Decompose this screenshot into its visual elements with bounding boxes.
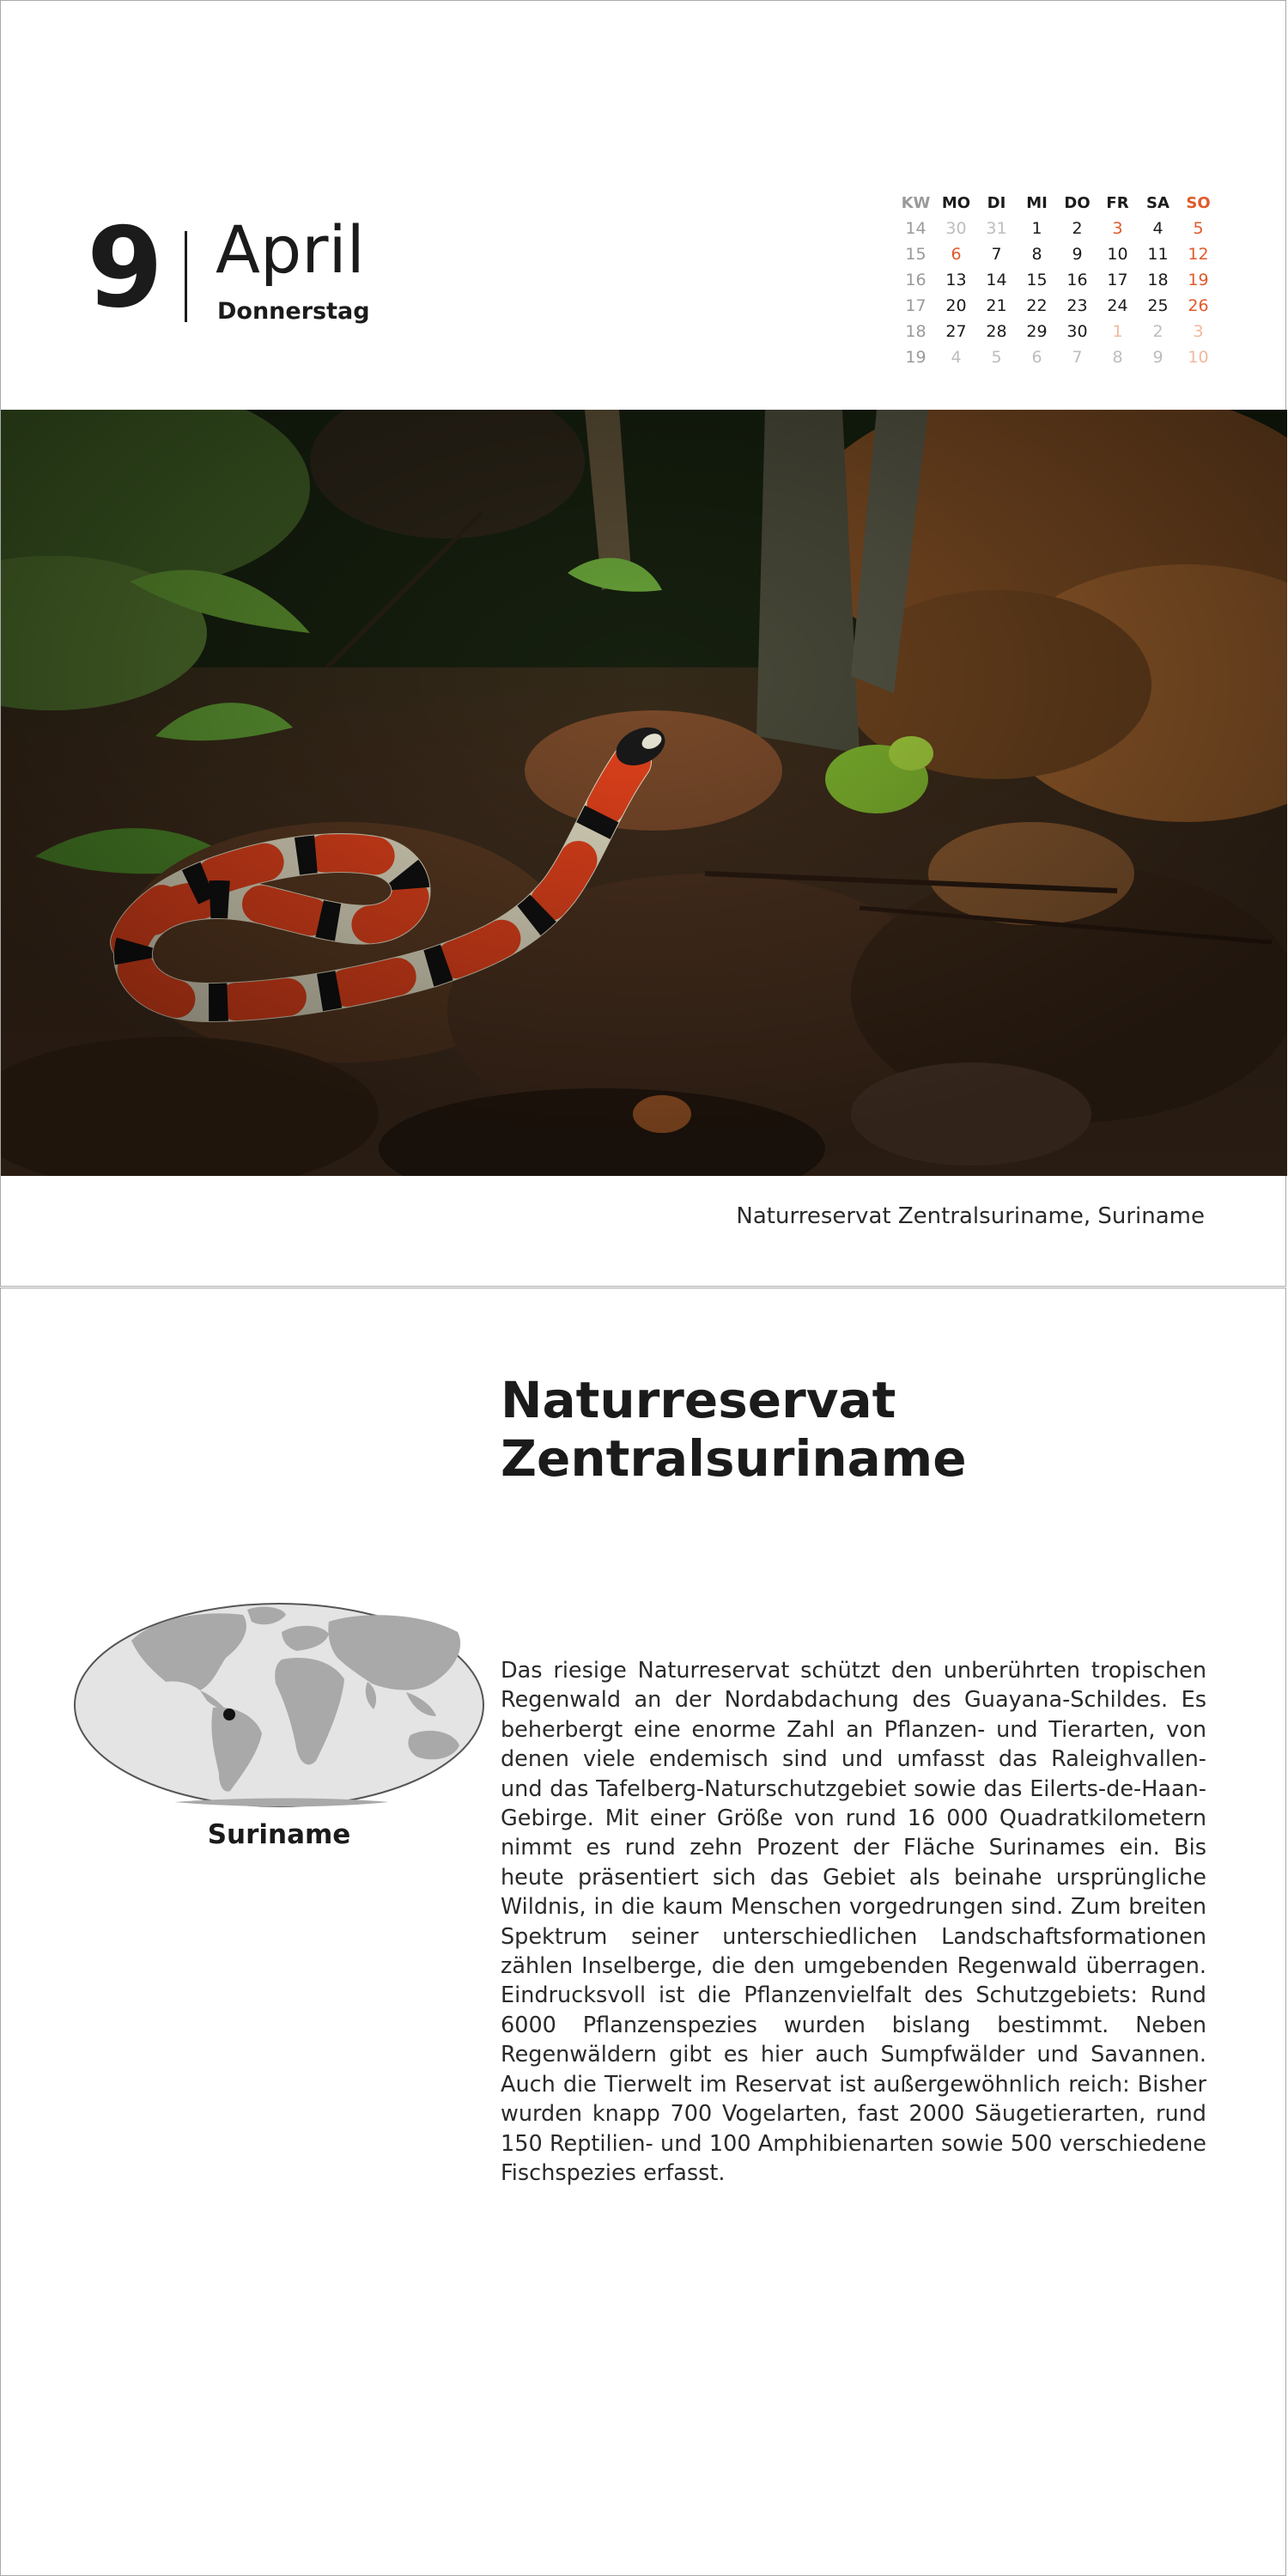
calendar-header-do: DO: [1064, 193, 1091, 212]
world-map-graphic: [71, 1598, 487, 1812]
world-locator-map: [71, 1598, 487, 1812]
calendar-header-di: DI: [987, 193, 1006, 212]
calendar-day-holiday: 3: [1112, 219, 1123, 238]
calendar-day: 4: [1152, 219, 1163, 238]
calendar-header-sa: SA: [1146, 193, 1170, 212]
calendar-day: 7: [991, 245, 1002, 264]
calendar-day: 15: [1026, 271, 1048, 289]
calendar-header-mo: MO: [941, 193, 971, 212]
calendar-day: 23: [1066, 296, 1088, 315]
calendar-day: 11: [1147, 245, 1169, 264]
calendar-day-sunday: 3: [1193, 322, 1204, 341]
calendar-day: 8: [1112, 348, 1123, 367]
calendar-day: 2: [1152, 322, 1163, 341]
calendar-day-holiday: 6: [951, 245, 962, 264]
calendar-day: 14: [986, 271, 1007, 289]
calendar-day: 30: [945, 219, 967, 238]
calendar-day: 13: [945, 271, 967, 289]
calendar-day: 31: [986, 219, 1007, 238]
calendar-day: 17: [1107, 271, 1128, 289]
calendar-day: 7: [1072, 348, 1083, 367]
calendar-day: 16: [1066, 271, 1088, 289]
calendar-day-holiday: 1: [1112, 322, 1123, 341]
calendar-day: 4: [951, 348, 962, 367]
calendar-week-row: [896, 319, 1218, 344]
calendar-week-row: [896, 293, 1218, 319]
calendar-week-number: 14: [905, 219, 927, 238]
photo-illustration: [1, 410, 1287, 1176]
calendar-week-row: [896, 241, 1218, 267]
day-number: 9: [87, 204, 161, 332]
calendar-day: 20: [945, 296, 967, 315]
calendar-week-number: 17: [905, 296, 927, 315]
calendar-day: 22: [1026, 296, 1048, 315]
calendar-day-sunday: 12: [1188, 245, 1209, 264]
photo-caption: Naturreservat Zentralsuriname, Suriname: [736, 1203, 1205, 1229]
calendar-day: 9: [1152, 348, 1163, 367]
calendar-day: 8: [1031, 245, 1042, 264]
calendar-day: 1: [1031, 219, 1042, 238]
coral-snake-photo: [1, 410, 1287, 1176]
calendar-header-mi: MI: [1026, 193, 1048, 212]
article-title-line: Naturreservat: [501, 1371, 896, 1429]
calendar-day: 24: [1107, 296, 1128, 315]
article-title: [501, 1371, 967, 1488]
article-page: [0, 1288, 1286, 2576]
calendar-day: 28: [986, 322, 1007, 341]
calendar-day: 21: [986, 296, 1007, 315]
calendar-header-fr: FR: [1106, 193, 1129, 212]
calendar-week-number: 16: [905, 271, 927, 289]
calendar-day: 30: [1066, 322, 1088, 341]
calendar-header-so: SO: [1186, 193, 1211, 212]
calendar-week-number: 19: [905, 348, 927, 367]
calendar-day: 18: [1147, 271, 1169, 289]
calendar-day-sunday: 19: [1188, 271, 1209, 289]
calendar-day: 5: [991, 348, 1002, 367]
month-name: April: [216, 211, 365, 288]
calendar-week-row: [896, 267, 1218, 293]
calendar-day: 29: [1026, 322, 1048, 341]
calendar-day-sunday: 26: [1188, 296, 1209, 315]
calendar-day-sunday: 5: [1193, 219, 1204, 238]
mini-calendar: [896, 190, 1218, 370]
calendar-day: 27: [945, 322, 967, 341]
calendar-week-number: 15: [905, 245, 927, 264]
location-marker: [223, 1708, 235, 1720]
calendar-day: 25: [1147, 296, 1169, 315]
calendar-page: [0, 0, 1286, 1287]
calendar-week-row: [896, 216, 1218, 241]
calendar-day-sunday: 10: [1188, 348, 1209, 367]
article-body: Das riesige Naturreservat schützt den unberührten tropischen Regenwald an der Nordabdachung des Guayana-Schildes. Es beherbergt eine enorme Zahl an Pflanzen- und Tierarten, von denen viele endemisch sind und umfasst das Raleighvallen- und das Tafelberg-Naturschutzgebiet sowie das Eilerts-de-Haan-Gebirge. Mit einer Größe von rund 16 000 Quadratkilometern nimmt es rund zehn Prozent der Fläche Surinames ein. Bis heute präsentiert sich das Gebiet als beinahe ursprüngliche Wildnis, in die kaum Menschen vorgedrungen sind. Zum breiten Spektrum seiner unterschiedlichen Landschaftsformationen zählen Inselberge, die den umgebenden Regenwald überragen. Eindrucksvoll ist die Pflanzenvielfalt des Schutzgebiets: Rund 6000 Pflanzenspezies wurden bislang bestimmt. Neben Regenwäldern gibt es hier auch Sumpfwälder und Savannen. Auch die Tierwelt im Reservat ist außergewöhnlich reich: Bisher wurden knapp 700 Vogelarten, fast 2000 Säugetierarten, rund 150 Reptilien- und 100 Amphibienarten sowie 500 verschiedene Fischspezies erfasst.: [501, 1658, 1206, 2186]
article-title-line: Zentralsuriname: [501, 1429, 967, 1488]
calendar-day: 10: [1107, 245, 1128, 264]
calendar-header-kw: KW: [901, 193, 931, 212]
date-divider: [185, 231, 187, 322]
map-location-label: Suriname: [207, 1819, 351, 1850]
calendar-day: 9: [1072, 245, 1083, 264]
calendar-day: 2: [1072, 219, 1083, 238]
calendar-header-row: [896, 190, 1218, 216]
weekday-name: Donnerstag: [217, 298, 370, 325]
calendar-week-number: 18: [905, 322, 927, 341]
calendar-day: 6: [1031, 348, 1042, 367]
calendar-week-row: [896, 344, 1218, 370]
